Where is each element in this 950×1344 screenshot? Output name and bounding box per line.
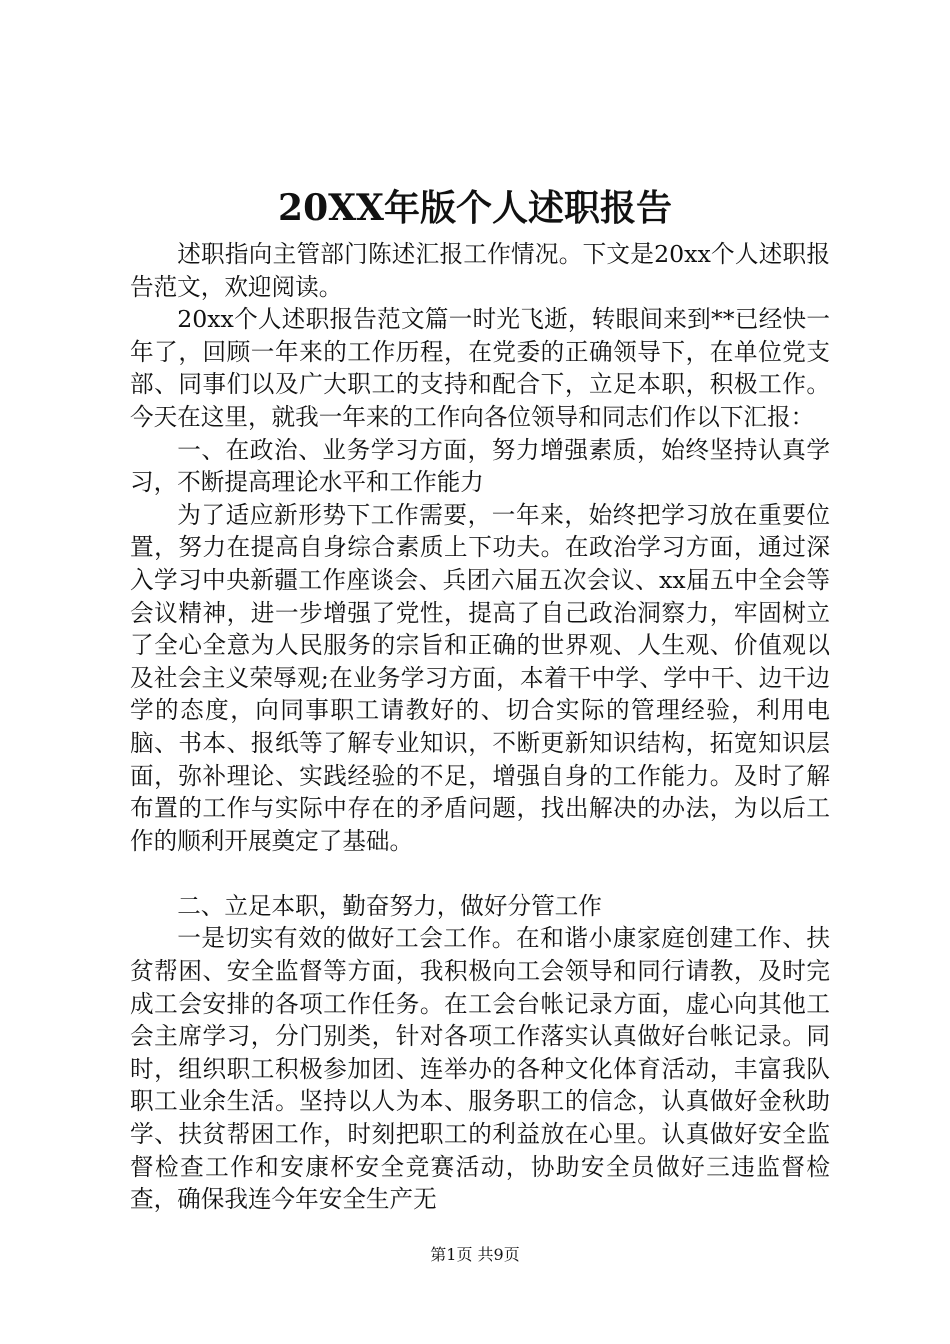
paragraph-opening: 20xx个人述职报告范文篇一时光飞逝，转眼间来到**已经快一年了，回顾一年来的工作历程，在党委的正确领导下，在单位党支部、同事们以及广大职工的支持和配合下，立足本职，积极工作。今天在这里，就我一年来的工作向各位领导和同志们作以下汇报： xyxy=(130,305,830,431)
document-title: 20XX年版个人述职报告 xyxy=(278,187,672,229)
paragraph-spacer xyxy=(130,857,830,890)
paragraph-intro: 述职指向主管部门陈述汇报工作情况。下文是20xx个人述职报告范文，欢迎阅读。 xyxy=(130,240,830,301)
paragraph-union-work: 一是切实有效的做好工会工作。在和谐小康家庭创建工作、扶贫帮困、安全监督等方面，我积极向工会领导和同行请教，及时完成工会安排的各项工作任务。在工会台帐记录方面，虚心向其他工会主席学习，分门别类，针对各项工作落实认真做好台帐记录。同时，组织职工积极参加团、连举办的各种文化体育活动，丰富我队职工业余生活。坚持以人为本、服务职工的信念，认真做好金秋助学、扶贫帮困工作，时刻把职工的利益放在心里。认真做好安全监督检查工作和安康杯安全竞赛活动，协助安全员做好三违监督检查，确保我连今年安全生产无 xyxy=(130,924,830,1214)
paragraph-study: 为了适应新形势下工作需要，一年来，始终把学习放在重要位置，努力在提高自身综合素质上下功夫。在政治学习方面，通过深入学习中央新疆工作座谈会、兵团六届五次会议、xx届五中全会等会议精神，进一步增强了党性，提高了自己政治洞察力，牢固树立了全心全意为人民服务的宗旨和正确的世界观、人生观、价值观以及社会主义荣辱观;在业务学习方面，本着干中学、学中干、边干边学的态度，向同事职工请教好的、切合实际的管理经验，利用电脑、书本、报纸等了解专业知识，不断更新知识结构，拓宽知识层面，弥补理论、实践经验的不足，增强自身的工作能力。及时了解布置的工作与实际中存在的矛盾问题，找出解决的办法，为以后工作的顺利开展奠定了基础。 xyxy=(130,500,830,855)
section-heading-1: 一、在政治、业务学习方面，努力增强素质，始终坚持认真学习，不断提高理论水平和工作能力 xyxy=(130,435,830,497)
document-body xyxy=(130,238,830,1216)
section-heading-2: 二、立足本职，勤奋努力，做好分管工作 xyxy=(177,891,602,920)
page-footer: 第1页 共9页 xyxy=(430,1245,520,1264)
